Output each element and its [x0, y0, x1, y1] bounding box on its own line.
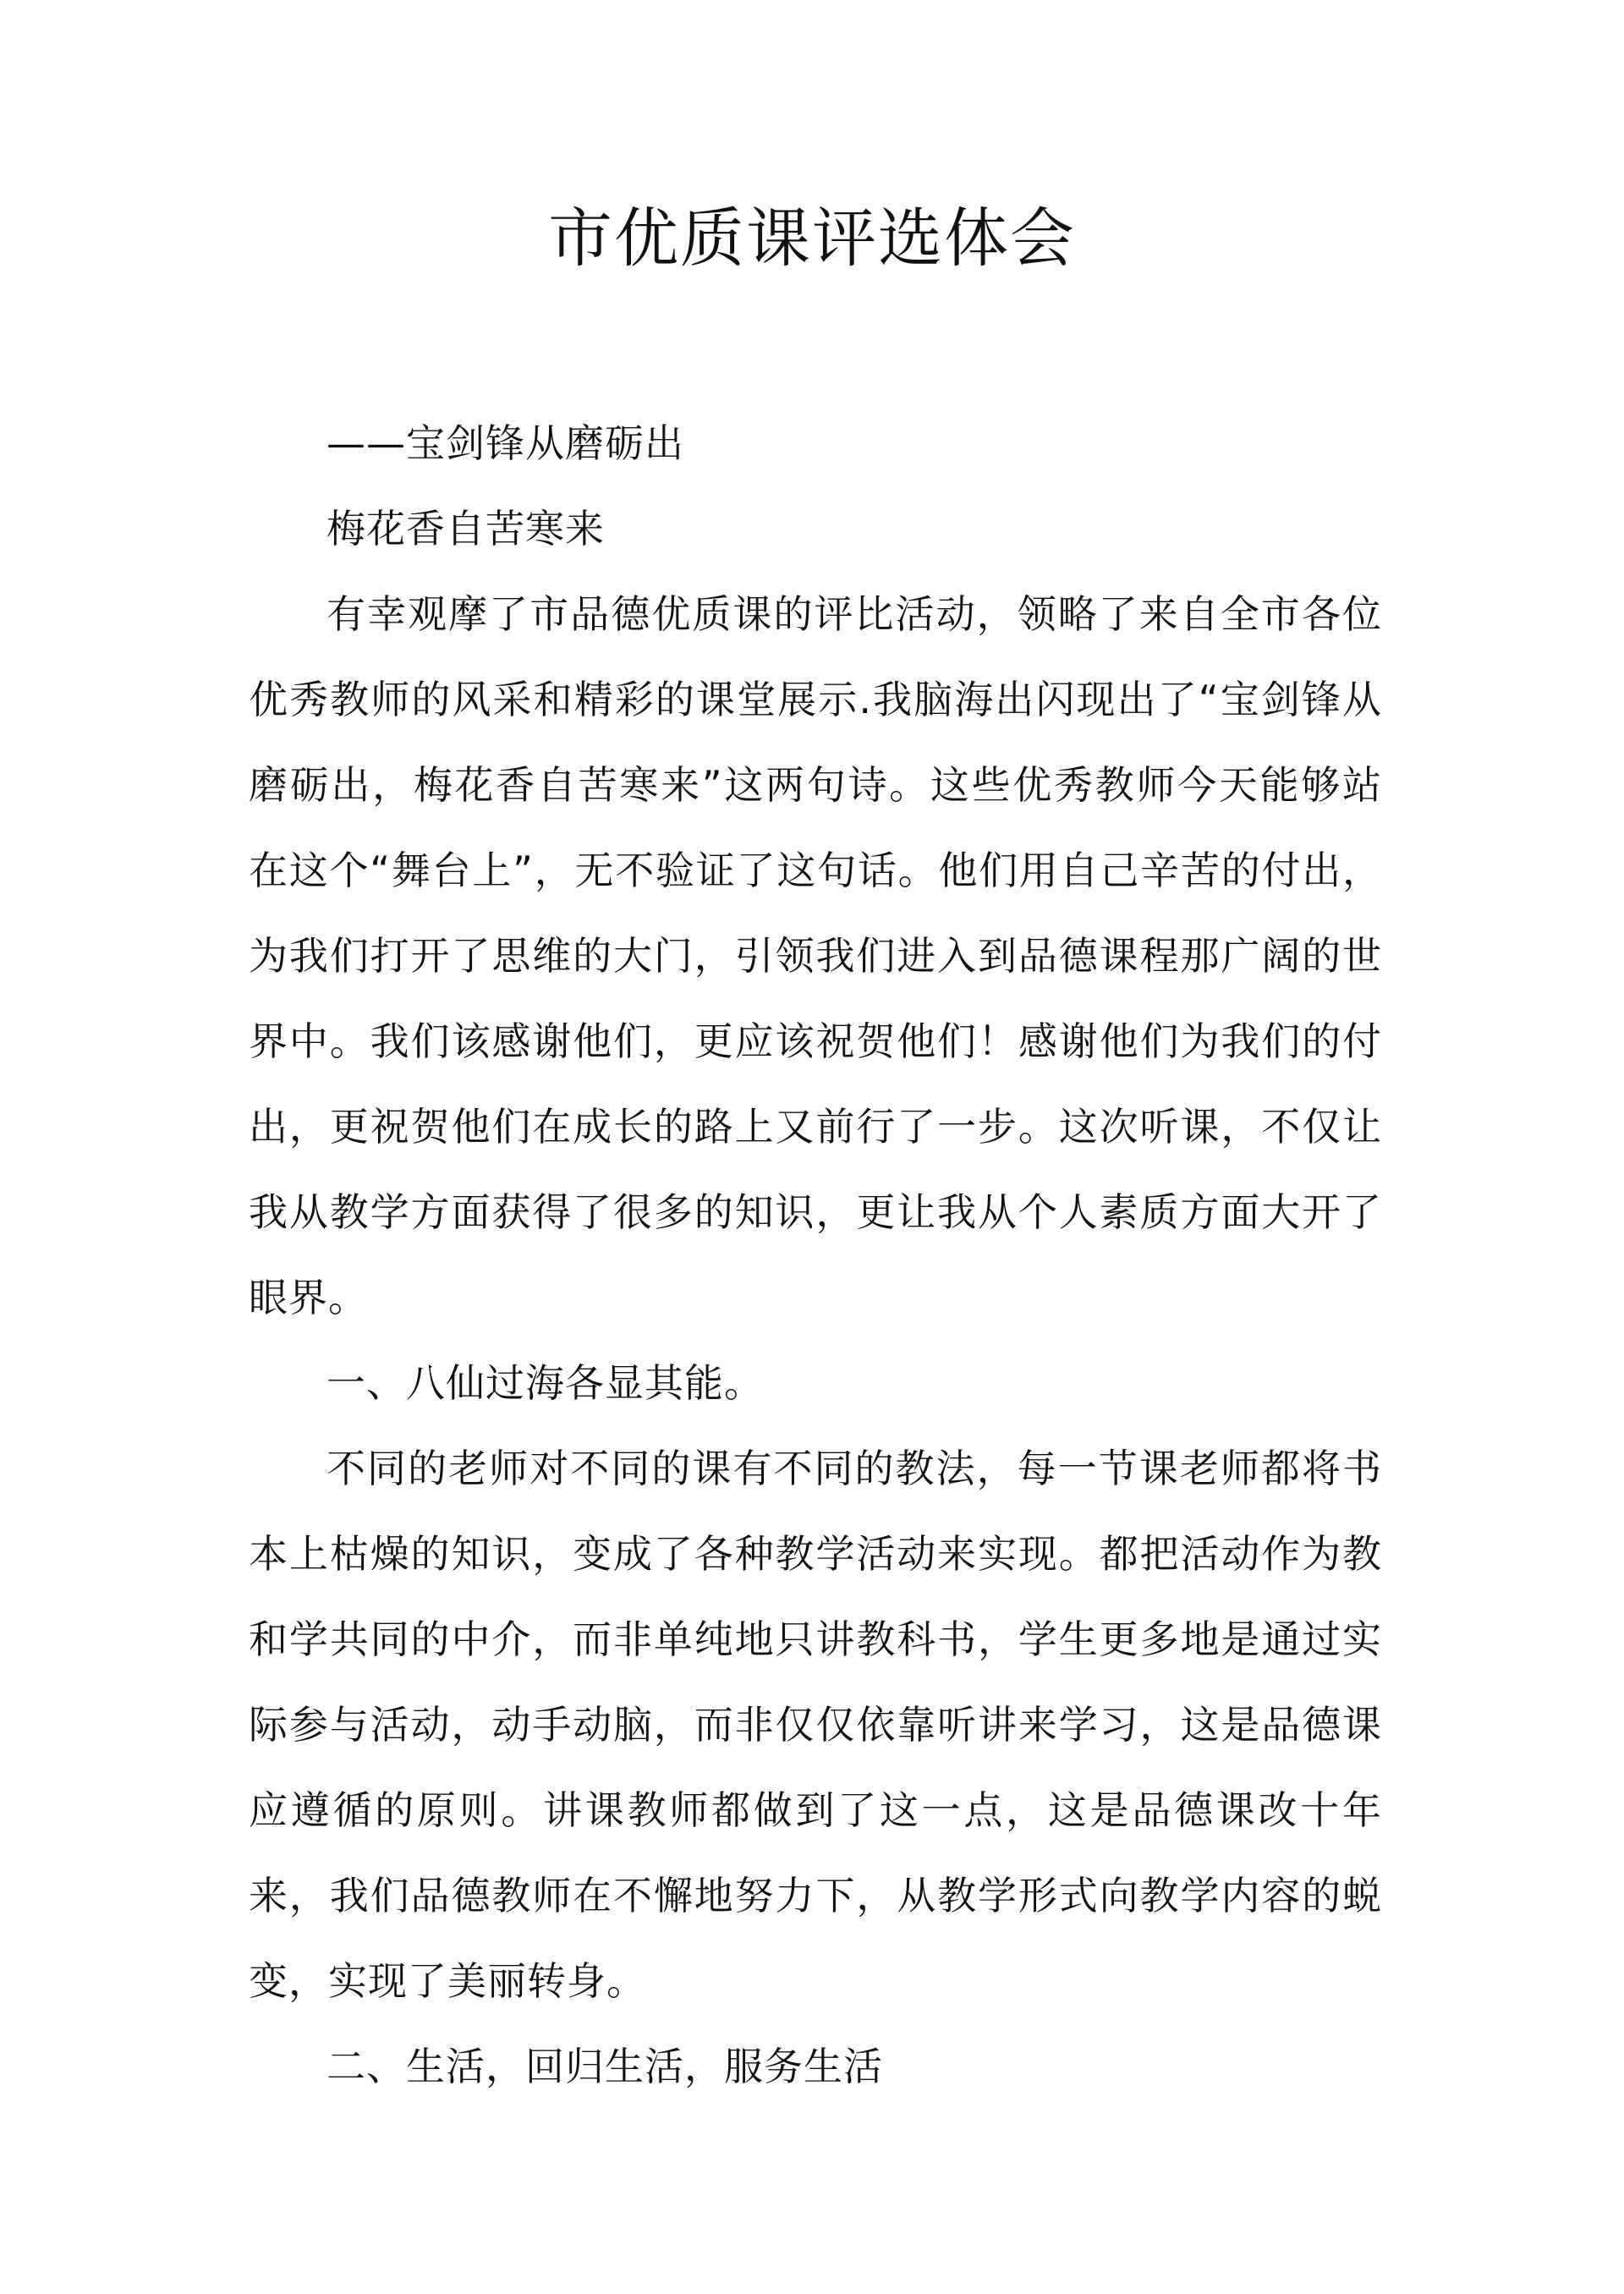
document-body	[249, 401, 1382, 2110]
section-heading-1: 一、八仙过海各显其能。	[326, 1360, 764, 1406]
subtitle-line-2: 梅花香自苦寒来	[326, 506, 605, 552]
section-1-paragraph: 不同的老师对不同的课有不同的教法，每一节课老师都将书本上枯燥的知识，变成了各种教学活动来实现。都把活动作为教和学共同的中介，而非单纯地只讲教科书，学生更多地是通过实际参与活动，动手动脑，而非仅仅依靠听讲来学习，这是品德课应遵循的原则。讲课教师都做到了这一点，这是品德课改十年来，我们品德教师在不懈地努力下，从教学形式向教学内容的蜕变，实现了美丽转身。	[249, 1446, 1382, 2004]
subtitle-line-1: ——宝剑锋从磨砺出	[326, 420, 684, 466]
document-title: 市优质课评选体会	[548, 200, 1076, 276]
intro-paragraph: 有幸观摩了市品德优质课的评比活动，领略了来自全市各位优秀教师的风采和精彩的课堂展示.我脑海出闪现出了“宝剑锋从磨砺出，梅花香自苦寒来”这两句诗。这些优秀教师今天能够站在这个“舞台上”，无不验证了这句话。他们用自己辛苦的付出，为我们打开了思维的大门，引领我们进入到品德课程那广阔的世界中。我们该感谢他们，更应该祝贺他们！感谢他们为我们的付出，更祝贺他们在成长的路上又前行了一步。这次听课，不仅让我从教学方面获得了很多的知识，更让我从个人素质方面大开了眼界。	[249, 591, 1382, 1320]
section-heading-2: 二、生活，回归生活，服务生活	[326, 2044, 883, 2089]
